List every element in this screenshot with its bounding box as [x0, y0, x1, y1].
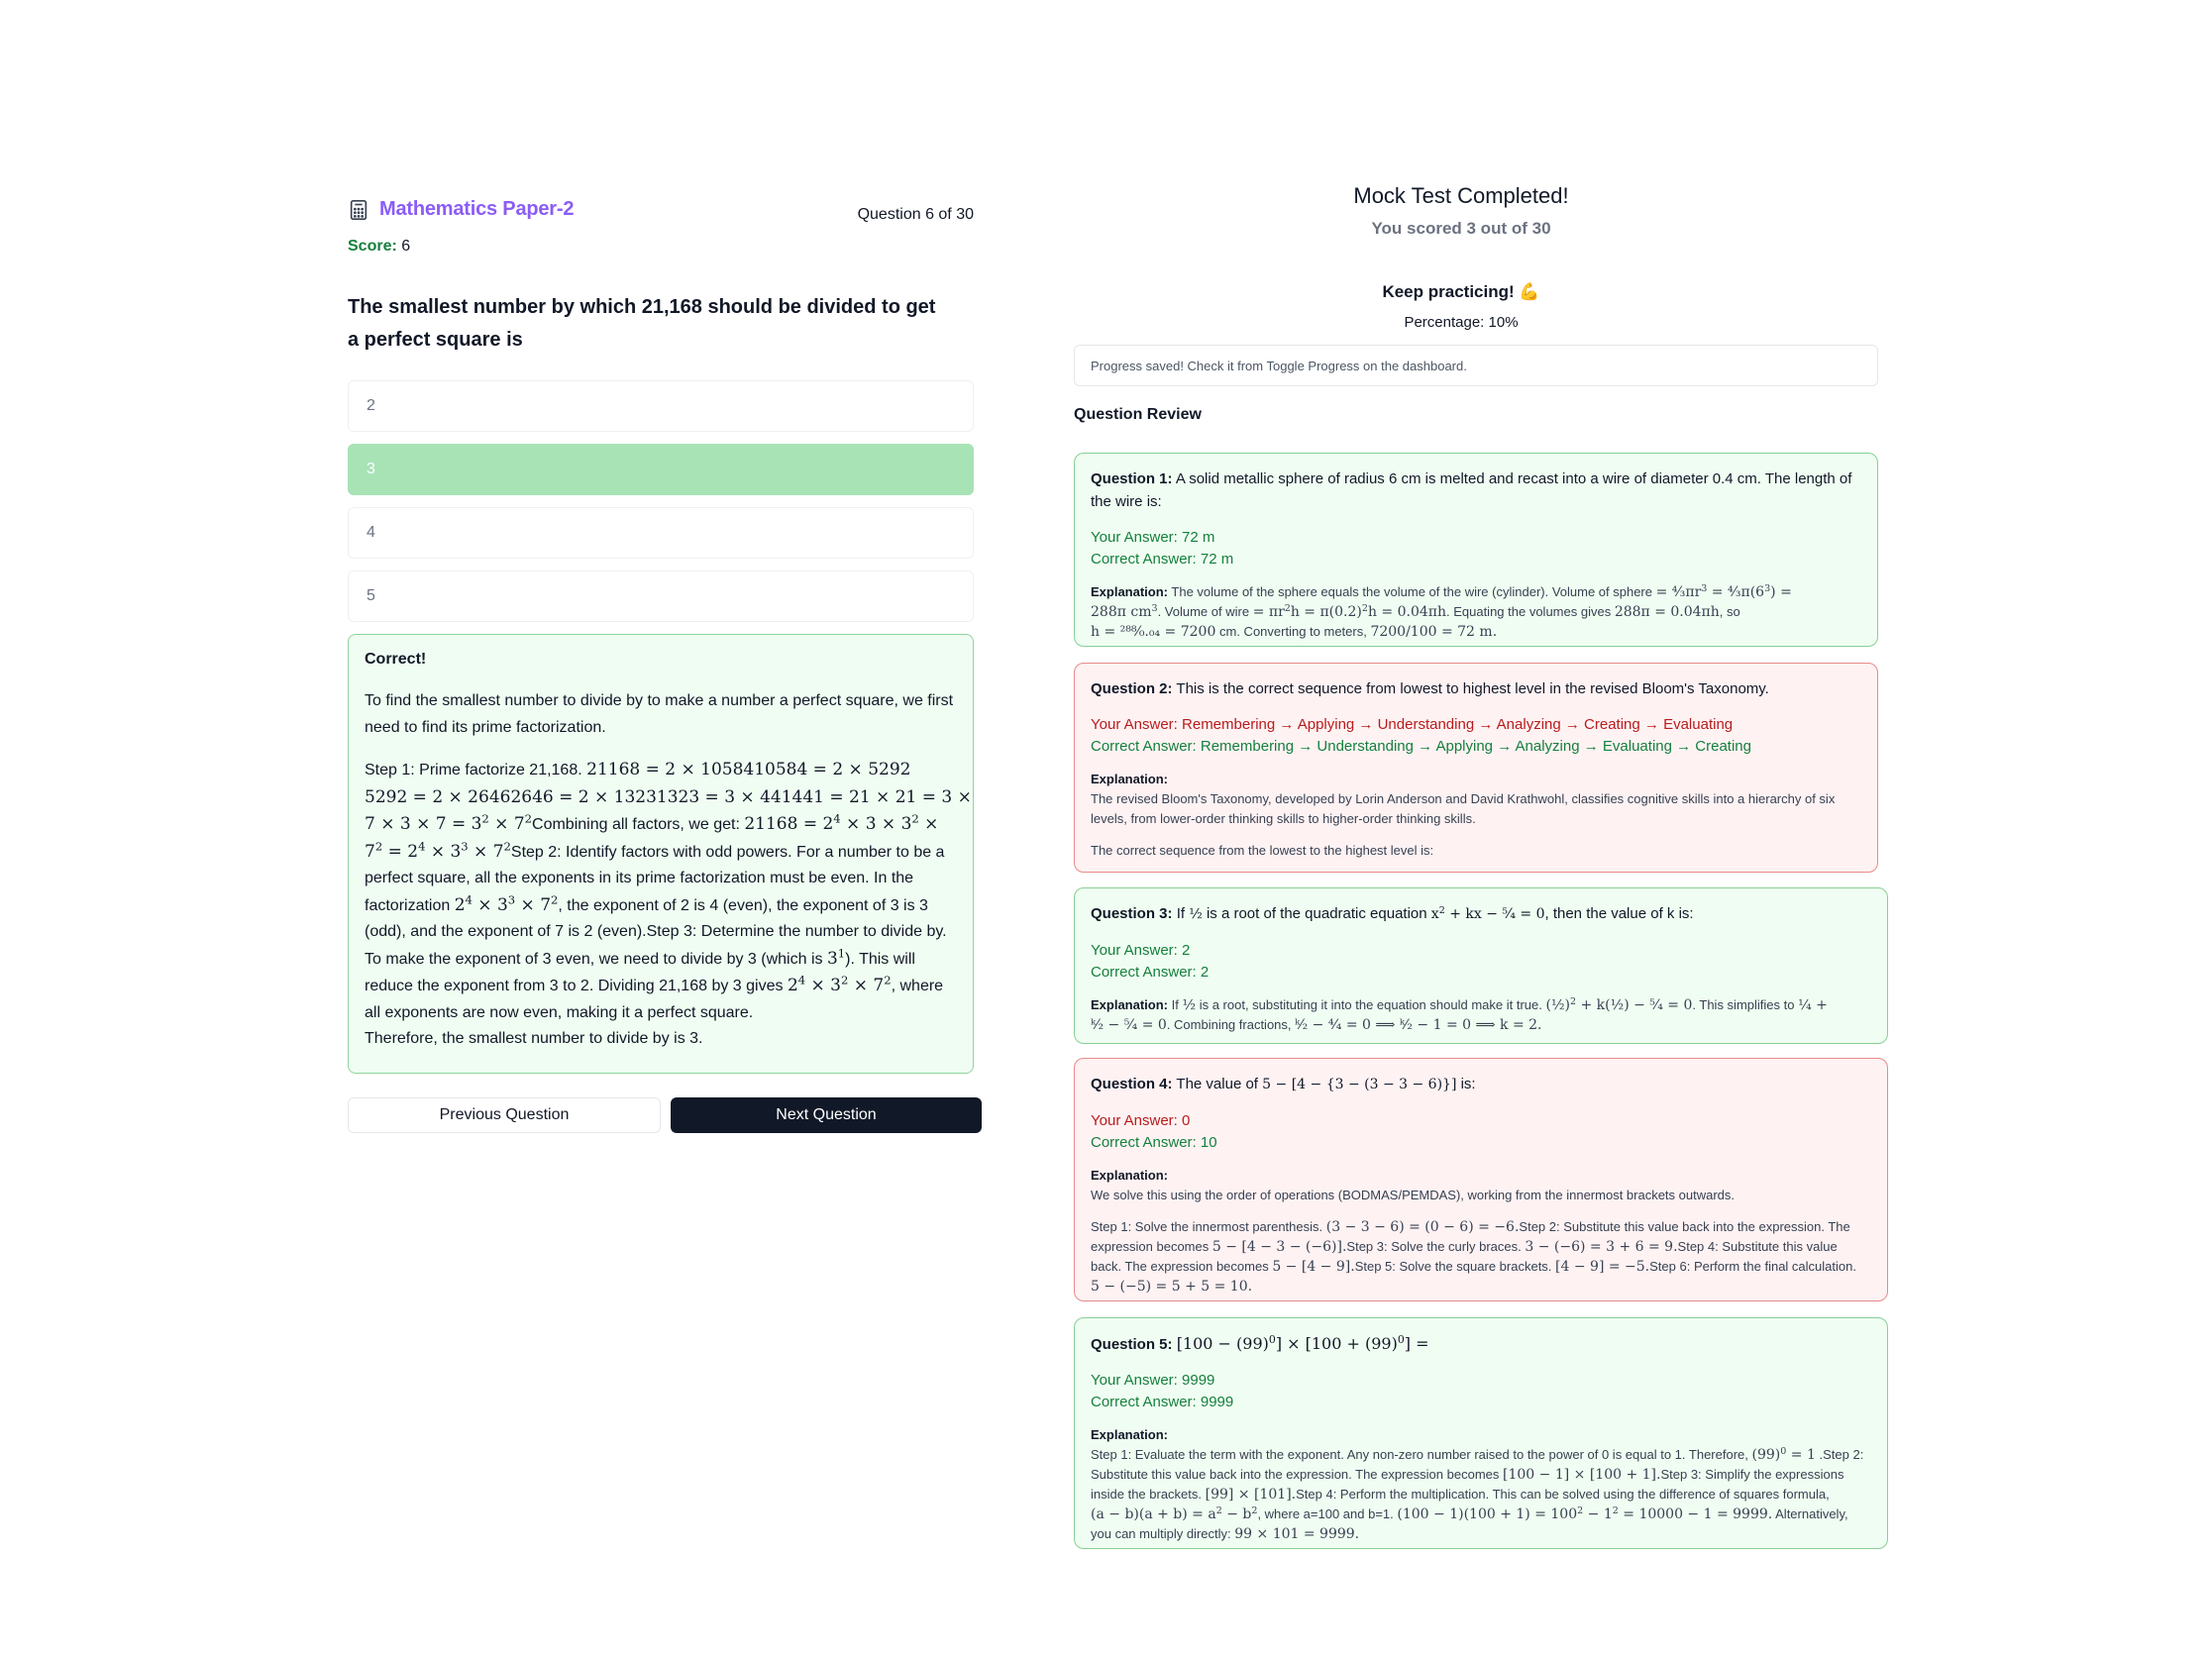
feedback-intro: To find the smallest number to divide by to make a number a perfect square, we first need to find its prime factorization. — [365, 692, 954, 736]
review-4-step4: Step 4: Substitute this value back. The expression becomes — [1091, 1239, 1838, 1274]
review-1-exp-b: . Volume of wire — [1157, 604, 1250, 619]
your-answer-label: Your Answer: — [1091, 1112, 1178, 1129]
review-5-label: Question 5: — [1091, 1336, 1173, 1353]
keep-practicing: Keep practicing! 💪 — [1382, 282, 1540, 301]
quiz-header — [348, 198, 974, 234]
review-card-1 — [1074, 453, 1878, 647]
score-value: 6 — [401, 238, 411, 255]
review-5-explanation: Explanation: Step 1: Evaluate the term with the exponent. Any non-zero number raised to the power of 0 is equal to 1. Therefore, $(99)^0 = 1$ .Step 2: Substitute this value back into the expression. The expression becomes [100 − 1] × [100 + 1].Step 3: Simplify the expressions inside the brackets. [99] × [101].Step 4: Perform the multiplication. This can be solved using the difference of squares formula, $(a - b)(a + b) = a^2 - b^2$, where a=100 and b=1. $(100 - 1)(100 + 1) = 100^2 - 1^2 = 10000 - 1 = 9999$. Alternatively, you can multiply directly: 99 × 101 = 9999. — [1091, 1427, 1864, 1542]
explanation-label: Explanation: — [1091, 1168, 1169, 1183]
review-3-q-b: is a root of the quadratic equation — [1206, 905, 1427, 922]
previous-question-button[interactable]: Previous Question — [348, 1097, 661, 1133]
fb-step2: Step 2: Identify factors with odd powers. For a number to be a perfect square, all the exponents in its prime factorization must be even. In the factorization — [365, 843, 945, 914]
feedback-box — [348, 634, 974, 1074]
your-answer-label: Your Answer: — [1091, 1372, 1178, 1389]
option-1[interactable]: 2 — [348, 380, 974, 432]
quiz-panel — [348, 198, 974, 1133]
review-4-exp-text: We solve this using the order of operations (BODMAS/PEMDAS), working from the innermost brackets outwards. — [1091, 1188, 1736, 1202]
review-card-5: Question 5: $[100 - (99)^0] \times [100 + (99)^0]$ = Your Answer: 9999 Correct Answer: 9999 Explanation: Step 1: Evaluate the term with the exponent. Any non-zero number raised to the power of 0 is equal to 1. Therefore, $(99)^0 = 1$ .Step 2: Substitute this value back into the expression. The expression becomes [100 − 1] × [100 + 1].Step 3: Simplify the expressions inside the brackets. [99] × [101].Step 4: Perform the multiplication. This can be solved using the difference of squares formula, $(a - b)(a + b) = a^2 - b^2$, where a=100 and b=1. $(100 - 1)(100 + 1) = 100^2 - 1^2 = 10000 - 1 = 9999$. Alternatively, you can multiply directly: 99 × 101 = 9999. — [1074, 1317, 1888, 1549]
review-3-your-answer: 2 — [1182, 942, 1191, 959]
explanation-label: Explanation: — [1091, 772, 1169, 786]
review-2-explanation — [1091, 770, 1861, 829]
fb-conclusion: Therefore, the smallest number to divide by is 3. — [365, 1030, 703, 1047]
question-review-title: Question Review — [1074, 406, 1202, 423]
review-5-your-answer: 9999 — [1182, 1372, 1215, 1389]
review-1-correct-answer: 72 m — [1200, 551, 1234, 568]
review-card-2 — [1074, 663, 1878, 873]
score-label: Score: — [348, 238, 397, 255]
percentage: Percentage: 10% — [1404, 314, 1519, 331]
results-panel — [1074, 183, 1888, 424]
next-question-button[interactable]: Next Question — [671, 1097, 982, 1133]
review-5-step4: Step 4: Perform the multiplication. This can be solved using the difference of squares formula, — [1296, 1487, 1830, 1502]
option-3[interactable]: 4 — [348, 507, 974, 559]
review-3-exp-b: is a root, substituting it into the equation should make it true. — [1199, 997, 1542, 1012]
review-5-step4b: , where a=100 and b=1. — [1257, 1506, 1394, 1521]
feedback-title: Correct! — [365, 651, 427, 668]
review-1-question: A solid metallic sphere of radius 6 cm is melted and recast into a wire of diameter 0.4 cm. The length of the wire is: — [1091, 470, 1852, 510]
review-4-label: Question 4: — [1091, 1076, 1173, 1092]
correct-answer-label: Correct Answer: — [1091, 1134, 1197, 1151]
review-5-step2: Step 2: Substitute this value back into the expression. The expression becomes — [1091, 1447, 1864, 1482]
score — [348, 238, 974, 256]
review-1-exp-a: The volume of the sphere equals the volume of the wire (cylinder). Volume of sphere — [1171, 584, 1652, 599]
your-answer-label: Your Answer: — [1091, 942, 1178, 959]
review-3-exp-d: . Combining fractions, — [1166, 1017, 1292, 1032]
review-3-q-c: , then the value of k is: — [1544, 905, 1694, 922]
correct-answer-label: Correct Answer: — [1091, 738, 1197, 755]
option-2-selected[interactable]: 3 — [348, 444, 974, 495]
your-answer-label: Your Answer: — [1091, 716, 1178, 733]
fb-step3c: , where all exponents are now even, making it a perfect square. — [365, 978, 944, 1021]
review-5-step3: Step 3: Simplify the expressions inside the brackets. — [1091, 1467, 1844, 1502]
review-card-3: Question 3: If ½ is a root of the quadratic equation $x^2$ + kx − ⁵⁄₄ = 0, then the value of k is: Your Answer: 2 Correct Answer: 2 Explanation: If ½ is a root, substituting it into the equation should make it true. (½)$^2$ + k(½) − ⁵⁄₄ = 0. This simplifies to ¼ + ᵏ⁄₂ − ⁵⁄₄ = 0. Combining fractions, ᵏ⁄₂ − ⁴⁄₄ = 0 ⟹ ᵏ⁄₂ − 1 = 0 ⟹ k = 2. — [1074, 887, 1888, 1044]
review-5-correct-answer: 9999 — [1200, 1394, 1234, 1410]
review-card-4: Question 4: The value of 5 − [4 − {3 − (3 − 3 − 6)}] is: Your Answer: 0 Correct Answer: 10 Explanation: We solve this using the order of operations (BODMAS/PEMDAS), working from the innermost brackets outwards. Step 1: Solve the innermost parenthesis. (3 − 3 − 6) = (0 − 6) = −6.Step 2: Substitute this value back into the expression. The expression becomes 5 − [4 − 3 − (−6)].Step 3: Solve the curly braces. 3 − (−6) = 3 + 6 = 9.Step 4: Substitute this value back. The expression becomes 5 − [4 − 9].Step 5: Solve the square brackets. [4 − 9] = −5.Step 6: Perform the final calculation. 5 − (−5) = 5 + 5 = 10. — [1074, 1058, 1888, 1301]
question-counter: Question 6 of 30 — [857, 206, 974, 223]
review-1-exp-e: cm. Converting to meters, — [1219, 624, 1367, 639]
review-3-correct-answer: 2 — [1200, 964, 1210, 981]
correct-answer-label: Correct Answer: — [1091, 1394, 1197, 1410]
fb-step3b: ). This will reduce the exponent from 3 to 2. Dividing 21,168 by 3 gives — [365, 950, 915, 994]
explanation-label: Explanation: — [1091, 584, 1169, 599]
review-4-steps: Step 1: Solve the innermost parenthesis. (3 − 3 − 6) = (0 − 6) = −6.Step 2: Substitute this value back into the expression. The expression becomes 5 − [4 − 3 − (−6)].Step 3: Solve the curly braces. 3 − (−6) = 3 + 6 = 9.Step 4: Substitute this value back. The expression becomes 5 − [4 − 9].Step 5: Solve the square brackets. [4 − 9] = −5.Step 6: Perform the final calculation. 5 − (−5) = 5 + 5 = 10. — [1091, 1219, 1856, 1295]
review-3-label: Question 3: — [1091, 905, 1173, 922]
options-list — [348, 380, 974, 622]
review-4-correct-answer: 10 — [1200, 1134, 1217, 1151]
review-2-label: Question 2: — [1091, 680, 1173, 697]
fb-step1: Step 1: Prime factorize 21,168. — [365, 762, 582, 778]
explanation-label: Explanation: — [1091, 997, 1169, 1012]
option-4[interactable]: 5 — [348, 571, 974, 622]
review-4-step2: Step 2: Substitute this value back into the expression. The expression becomes — [1091, 1219, 1850, 1254]
review-4-explanation — [1091, 1166, 1871, 1205]
calculator-icon — [348, 199, 369, 221]
review-1-exp-d: , so — [1719, 604, 1740, 619]
review-4-step1: Step 1: Solve the innermost parenthesis. — [1091, 1219, 1323, 1234]
review-3-explanation: Explanation: If ½ is a root, substituting it into the equation should make it true. (½)$^2$ + k(½) − ⁵⁄₄ = 0. This simplifies to ¼ + ᵏ⁄₂ − ⁵⁄₄ = 0. Combining fractions, ᵏ⁄₂ − ⁴⁄₄ = 0 ⟹ ᵏ⁄₂ − 1 = 0 ⟹ k = 2. — [1091, 995, 1828, 1033]
review-1-label: Question 1: — [1091, 470, 1173, 487]
review-1-explanation: Explanation: The volume of the sphere equals the volume of the wire (cylinder). Volume of sphere = $^4⁄_3\pi r^3$ = $^4⁄_3\pi(6^3) = 288\pi$ $cm^3$. Volume of wire = $\pi r^2h = \pi(0.2)^2h = 0.04\pi h$. Equating the volumes gives 288π = 0.04πh, so h = ²⁸⁸⁄₀.₀₄ = 7200 cm. Converting to meters, 7200/100 = 72 m. — [1091, 582, 1792, 640]
review-3-q-a: If — [1176, 905, 1186, 922]
results-score: You scored 3 out of 30 — [1371, 219, 1551, 238]
review-3-exp-a: If — [1171, 997, 1179, 1012]
progress-saved-message: Progress saved! Check it from Toggle Progress on the dashboard. — [1074, 345, 1878, 386]
review-2-question: This is the correct sequence from lowest to highest level in the revised Bloom's Taxonomy. — [1176, 680, 1769, 697]
fb-step3: Step 3: Determine the number to divide by. To make the exponent of 3 even, we need to divide by 3 (which is — [365, 923, 947, 968]
review-4-q-a: The value of — [1176, 1076, 1258, 1092]
review-4-q-b: is: — [1460, 1076, 1476, 1092]
feedback-steps: Step 1: Prime factorize 21,168. 21168 = 2 × 1058410584 = 2 × 5292 $5292 = 2 \times 26462646 = 2 \times 13231323 = 3 \times 441441 = 21 \times 21 = 3 \times 7 \times 3 \times 7 = 3^2$ × $7^2Combining$ all factors, we get: $21168 = 2^4 \times 3 \times 3^2 \times 7^2 = 2^4 \times 3^3$ × $7^2Step$ 2: Identify factors with odd powers. For a number to be a perfect square, all the exponents in its prime factorization must be even. In the factorization $2^4 \times 3^3 \times 7^2$, the exponent of 2 is 4 (even), the exponent of 3 is 3 (odd), and the exponent of 7 is 2 (even).Step 3: Determine the number to divide by. To make the exponent of 3 even, we need to divide by 3 (which is $3^1$). This will reduce the exponent from 3 to 2. Dividing 21,168 by 3 gives $2^4 \times 3^2 \times 7^2$, where all exponents are now even, making it a perfect square. Therefore, the smallest number to divide by is 3. — [365, 760, 972, 1047]
review-5-step1: Step 1: Evaluate the term with the exponent. Any non-zero number raised to the power of 0 is equal to 1. Therefore, — [1091, 1447, 1748, 1462]
navigation-buttons — [348, 1097, 982, 1133]
review-4-step3: Step 3: Solve the curly braces. — [1346, 1239, 1522, 1254]
review-1-your-answer: 72 m — [1182, 529, 1215, 546]
review-5-alt: Alternatively, you can multiply directly: — [1091, 1506, 1848, 1541]
fb-combining: Combining all factors, we get: — [532, 816, 740, 833]
correct-answer-label: Correct Answer: — [1091, 551, 1197, 568]
review-4-your-answer: 0 — [1182, 1112, 1191, 1129]
review-2-your-answer: Remembering → Applying → Understanding → Analyzing → Creating → Evaluating — [1182, 716, 1734, 733]
review-4-step6: Step 6: Perform the final calculation. — [1649, 1259, 1856, 1274]
review-2-explanation-2: The correct sequence from the lowest to the highest level is: — [1091, 843, 1434, 858]
quiz-title-text: Mathematics Paper-2 — [379, 198, 575, 220]
review-2-exp-text: The revised Bloom's Taxonomy, developed by Lorin Anderson and David Krathwohl, classifies cognitive skills into a hierarchy of six levels, from lower-order thinking skills to higher-order thinking skills. — [1091, 791, 1836, 826]
question-text: The smallest number by which 21,168 should be divided to get a perfect square is — [348, 296, 936, 351]
results-title: Mock Test Completed! — [1353, 183, 1569, 208]
correct-answer-label: Correct Answer: — [1091, 964, 1197, 981]
explanation-label: Explanation: — [1091, 1427, 1169, 1442]
review-4-step5: Step 5: Solve the square brackets. — [1354, 1259, 1552, 1274]
review-2-correct-answer: Remembering → Understanding → Applying → Analyzing → Evaluating → Creating — [1200, 738, 1751, 755]
fb-step2b: , the exponent of 2 is 4 (even), the exponent of 3 is 3 (odd), and the exponent of 7 is 2 (even). — [365, 896, 928, 940]
review-3-exp-c: . This simplifies to — [1692, 997, 1795, 1012]
your-answer-label: Your Answer: — [1091, 529, 1178, 546]
review-1-exp-c: . Equating the volumes gives — [1445, 604, 1612, 619]
